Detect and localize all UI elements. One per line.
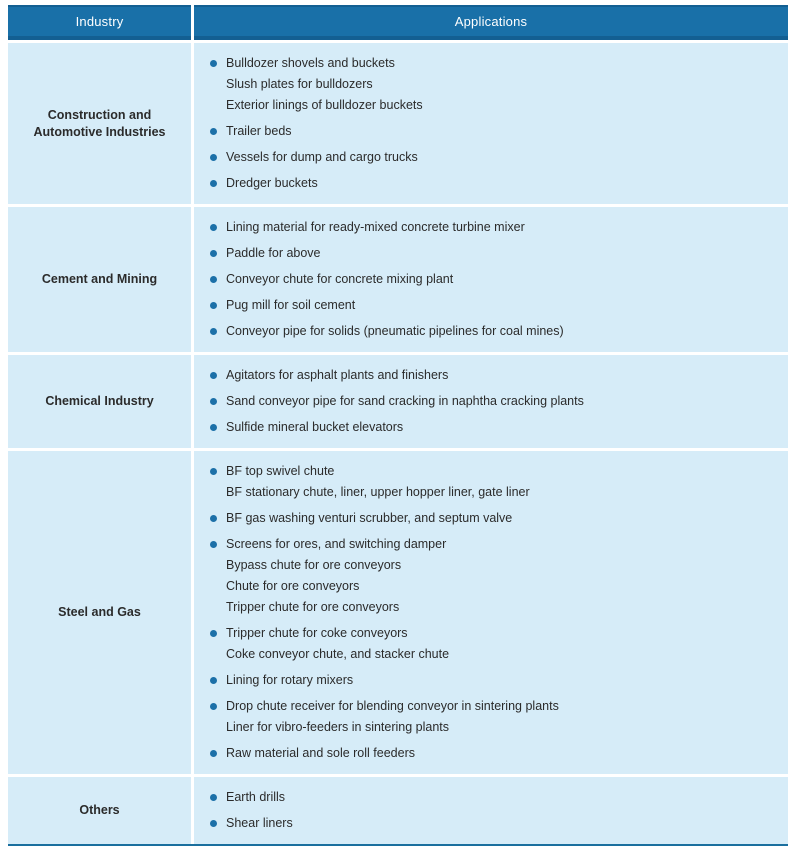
application-text: Pug mill for soil cement [226,298,356,312]
bullet-icon [210,398,217,405]
application-item [210,813,772,834]
bullet-icon [210,820,217,827]
application-text: Bypass chute for ore conveyors [226,558,402,572]
table-row [8,777,788,844]
table-header-row [8,5,788,40]
application-text: Earth drills [226,790,286,804]
application-text: Sulfide mineral bucket elevators [226,420,404,434]
application-text: Bulldozer shovels and buckets [226,56,395,70]
application-text: Coke conveyor chute, and stacker chute [226,647,450,661]
application-item [210,555,772,576]
application-item [210,321,772,342]
application-text: BF top swivel chute [226,464,335,478]
application-text: BF gas washing venturi scrubber, and septum valve [226,511,513,525]
column-header-applications: Applications [194,5,788,40]
bullet-icon [210,180,217,187]
application-item [210,365,772,386]
bullet-icon [210,224,217,231]
application-item [210,534,772,555]
application-text: Chute for ore conveyors [226,579,360,593]
application-item [210,576,772,597]
application-text: Sand conveyor pipe for sand cracking in naphtha cracking plants [226,394,584,408]
column-header-industry: Industry [8,5,191,40]
bullet-icon [210,60,217,67]
bullet-icon [210,677,217,684]
bullet-icon [210,541,217,548]
application-text: Raw material and sole roll feeders [226,746,415,760]
application-text: Lining material for ready-mixed concrete turbine mixer [226,220,525,234]
application-text: Drop chute receiver for blending conveyor in sintering plants [226,699,559,713]
application-item [210,217,772,238]
application-text: Paddle for above [226,246,321,260]
application-item [210,644,772,665]
bullet-icon [210,328,217,335]
application-text: BF stationary chute, liner, upper hopper liner, gate liner [226,485,530,499]
application-item [210,787,772,808]
application-text: Shear liners [226,816,293,830]
bullet-icon [210,515,217,522]
bullet-icon [210,703,217,710]
application-text: Screens for ores, and switching damper [226,537,447,551]
application-item [210,696,772,717]
applications-cell [194,777,788,844]
industry-cell: Cement and Mining [8,207,191,352]
application-text: Liner for vibro-feeders in sintering plants [226,720,450,734]
application-text: Dredger buckets [226,176,318,190]
application-item [210,461,772,482]
application-item [210,717,772,738]
table-row [8,451,788,774]
application-item [210,670,772,691]
application-item [210,508,772,529]
bullet-icon [210,750,217,757]
application-text: Conveyor chute for concrete mixing plant [226,272,454,286]
application-item [210,121,772,142]
bullet-icon [210,302,217,309]
application-item [210,74,772,95]
industry-cell: Construction and Automotive Industries [8,43,191,204]
industry-cell: Chemical Industry [8,355,191,448]
application-item [210,417,772,438]
application-text: Trailer beds [226,124,292,138]
industry-cell: Steel and Gas [8,451,191,774]
bullet-icon [210,424,217,431]
applications-cell [194,43,788,204]
table-body [8,43,788,844]
application-item [210,597,772,618]
bullet-icon [210,128,217,135]
application-text: Lining for rotary mixers [226,673,354,687]
application-item [210,173,772,194]
bullet-icon [210,372,217,379]
applications-cell [194,451,788,774]
application-text: Conveyor pipe for solids (pneumatic pipelines for coal mines) [226,324,564,338]
application-text: Tripper chute for ore conveyors [226,600,400,614]
application-item [210,295,772,316]
application-item [210,95,772,116]
industry-applications-table [8,5,788,846]
bullet-icon [210,468,217,475]
application-item [210,53,772,74]
application-item [210,269,772,290]
application-item [210,243,772,264]
bullet-icon [210,794,217,801]
table-row [8,355,788,448]
table-row [8,207,788,352]
bullet-icon [210,250,217,257]
application-text: Vessels for dump and cargo trucks [226,150,418,164]
application-item [210,147,772,168]
application-item [210,623,772,644]
applications-cell [194,355,788,448]
applications-cell [194,207,788,352]
application-item [210,482,772,503]
application-item [210,391,772,412]
bullet-icon [210,276,217,283]
application-text: Agitators for asphalt plants and finishers [226,368,449,382]
bullet-icon [210,154,217,161]
application-text: Tripper chute for coke conveyors [226,626,408,640]
industry-cell: Others [8,777,191,844]
bullet-icon [210,630,217,637]
application-text: Exterior linings of bulldozer buckets [226,98,423,112]
application-item [210,743,772,764]
application-text: Slush plates for bulldozers [226,77,373,91]
table-row [8,43,788,204]
